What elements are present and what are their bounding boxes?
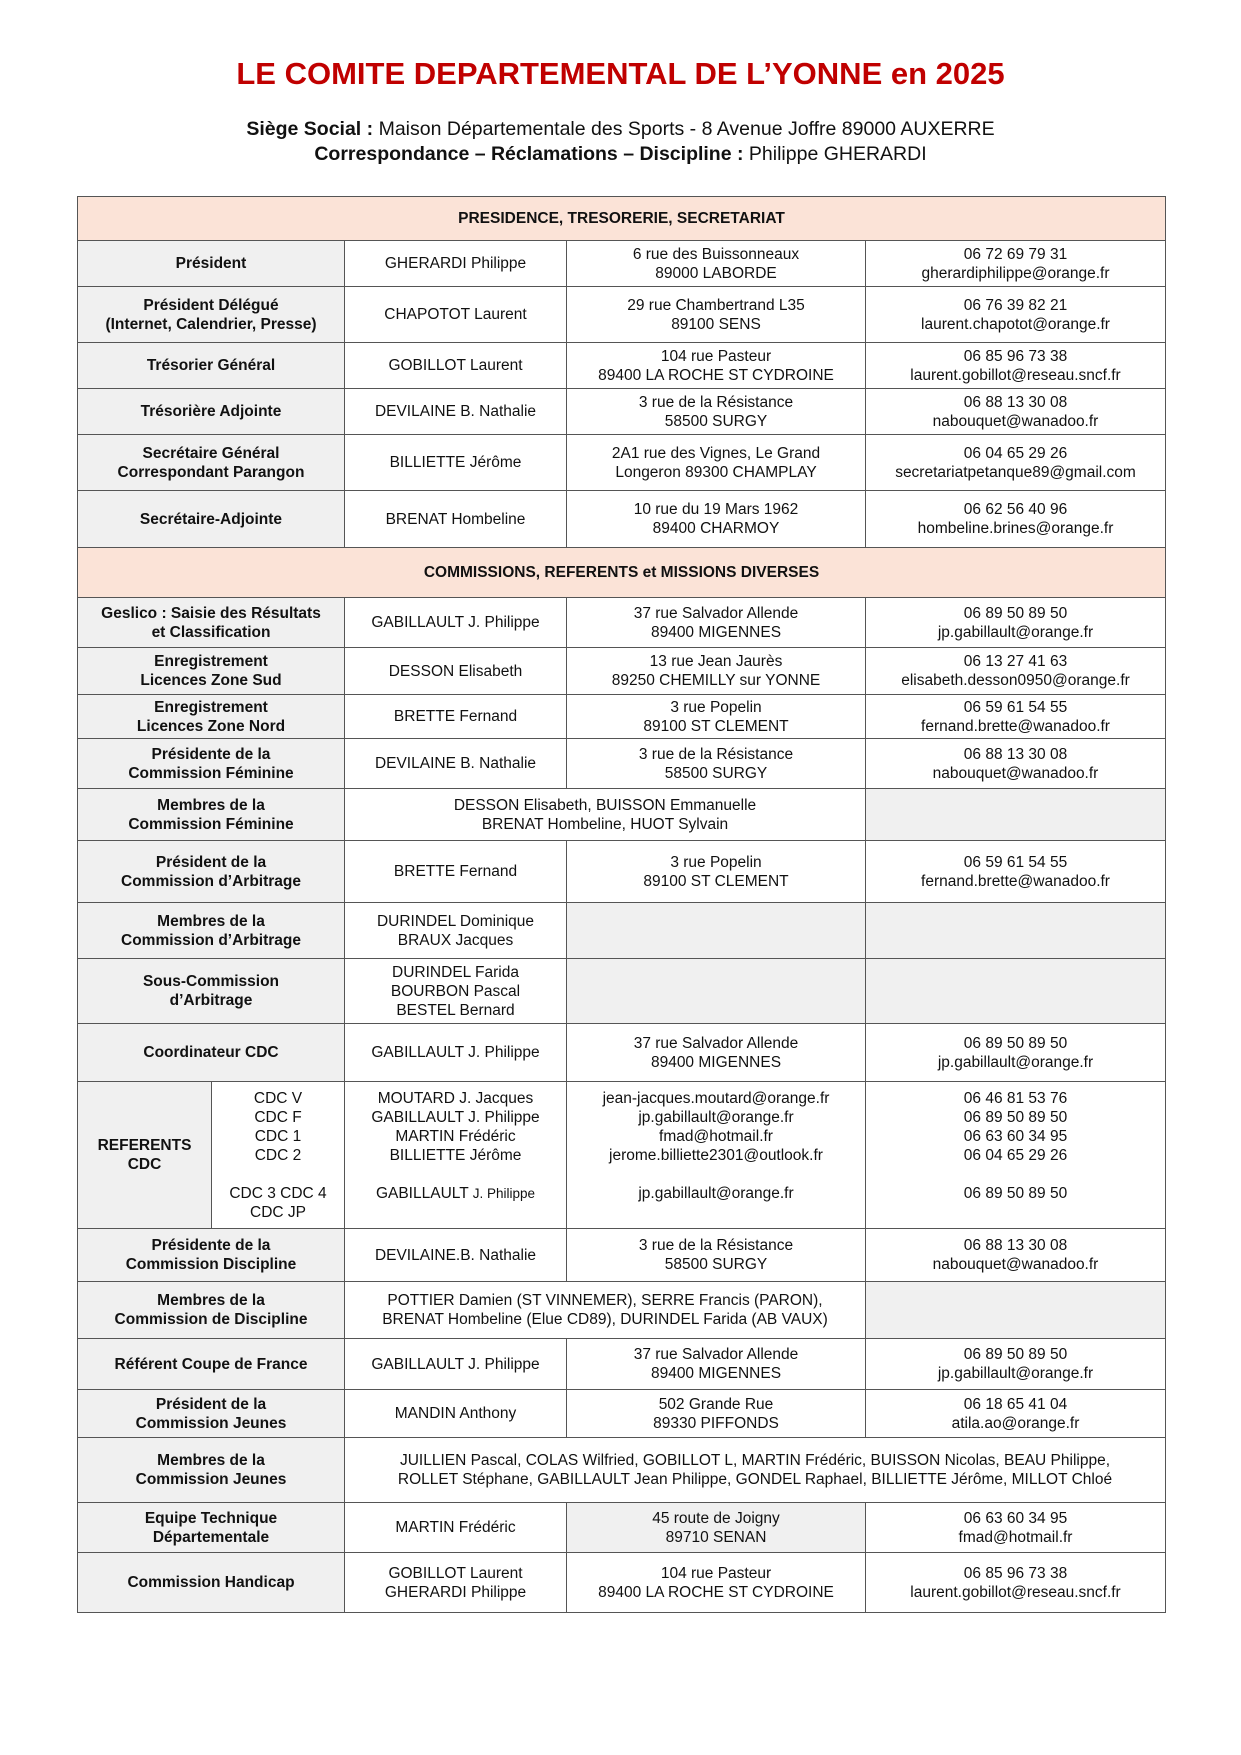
cell-text-line: ROLLET Stéphane, GABILLAULT Jean Philippe, GONDEL Raphael, BILLIETTE Jérôme, MILLOT Chloé	[397, 1471, 1113, 1488]
cell-text-line: MANDIN Anthony	[394, 1405, 517, 1422]
name-cell	[345, 598, 567, 648]
cell-text-line: Membres de la	[157, 796, 265, 814]
cell-text-line: DEVILAINE B. Nathalie	[374, 755, 537, 772]
table-row	[78, 959, 1166, 1024]
cell-text-line: 06 04 65 29 26	[963, 444, 1068, 462]
name-cell	[345, 695, 567, 739]
cell-text-line: CDC V	[253, 1089, 303, 1107]
cell-text-line: 89400 CHARMOY	[652, 520, 780, 537]
table-row	[78, 841, 1166, 903]
address-cell	[567, 435, 866, 491]
cell-text-line: Commission d’Arbitrage	[121, 872, 301, 890]
cell-text-line: 06 13 27 41 63	[963, 653, 1068, 670]
cell-text-line: Secrétaire-Adjointe	[139, 510, 283, 528]
cell-text-line: 3 rue de la Résistance	[638, 745, 794, 763]
address-cell	[567, 1553, 866, 1613]
correspondance-label: Correspondance – Réclamations – Discipline :	[314, 143, 744, 165]
cell-text-line: GABILLAULT J. Philippe	[371, 1355, 540, 1373]
contact-cell	[866, 841, 1166, 903]
role-cell	[78, 287, 345, 343]
cell-text-line: 06 63 60 34 95	[963, 1127, 1068, 1145]
name-cell	[345, 241, 567, 287]
table-row	[78, 435, 1166, 491]
cell-text-line: GOBILLOT Laurent	[388, 1564, 523, 1582]
cell-text-line: jp.gabillault@orange.fr	[937, 623, 1094, 641]
table-row	[78, 1082, 1166, 1229]
cell-text-line: 89400 MIGENNES	[650, 1053, 782, 1071]
committee-table	[77, 196, 1166, 1613]
contact-cell	[866, 739, 1166, 789]
address-cell	[567, 598, 866, 648]
correspondance-value: Philippe GHERARDI	[748, 143, 927, 165]
contact-cell	[866, 1024, 1166, 1082]
cell-text-line: 37 rue Salvador Allende	[633, 1034, 799, 1052]
cell-text-line: 6 rue des Buissonneaux	[632, 245, 800, 263]
cell-text-line: Commission Handicap	[127, 1574, 295, 1591]
empty-cell	[567, 959, 866, 1024]
cell-text-line: 06 89 50 89 50	[963, 604, 1068, 622]
cell-text-line: BRENAT Hombeline (Elue CD89), DURINDEL Farida (AB VAUX)	[382, 1311, 828, 1328]
cell-text-line: Membres de la	[157, 1292, 265, 1309]
cell-text-line: Présidente de la	[151, 1237, 271, 1254]
cell-text-line: DURINDEL Dominique	[376, 912, 535, 930]
name-cell	[345, 903, 567, 959]
table-row	[78, 1553, 1166, 1613]
cell-text-line: 29 rue Chambertrand L35	[627, 296, 805, 314]
cell-text-line: 58500 SURGY	[664, 1256, 768, 1273]
cell-text-line: Commission de Discipline	[114, 1311, 308, 1328]
members-cell	[345, 1438, 1166, 1503]
address-cell	[567, 1503, 866, 1553]
siege-social-line	[0, 118, 1241, 141]
contact-cell	[866, 435, 1166, 491]
cell-text-line: Equipe Technique	[144, 1509, 278, 1527]
cell-text-line: Présidente de la	[151, 745, 271, 763]
cell-text-line: et Classification	[151, 623, 271, 641]
role-cell	[78, 1503, 345, 1553]
correspondance-line	[0, 143, 1241, 166]
section-header-presidence: PRESIDENCE, TRESORERIE, SECRETARIAT	[78, 197, 1166, 241]
cell-text-line: DEVILAINE.B. Nathalie	[374, 1246, 537, 1264]
table-row	[78, 1503, 1166, 1553]
cell-text-line: 06 04 65 29 26	[963, 1146, 1068, 1164]
cell-text-line: GABILLAULT J. Philippe	[371, 1108, 540, 1126]
name-cell	[345, 841, 567, 903]
empty-cell	[866, 903, 1166, 959]
table-row	[78, 1390, 1166, 1438]
role-cell	[78, 903, 345, 959]
cell-text-line: GOBILLOT Laurent	[388, 357, 523, 374]
contact-cell	[866, 598, 1166, 648]
cell-text-line: 06 63 60 34 95	[963, 1509, 1068, 1527]
name-cell	[345, 959, 567, 1024]
cell-text-line: 06 89 50 89 50	[963, 1346, 1068, 1363]
cell-text-line: GHERARDI Philippe	[384, 255, 527, 272]
address-cell	[567, 648, 866, 695]
contact-cell	[866, 287, 1166, 343]
cell-text-line: 89710 SENAN	[665, 1528, 767, 1546]
cell-text-line: BRETTE Fernand	[393, 863, 518, 880]
cell-text-line: 89100 SENS	[671, 315, 761, 333]
cell-text-line: Commission Discipline	[125, 1256, 297, 1273]
contact-cell	[866, 389, 1166, 435]
cell-text-line: Commission Jeunes	[135, 1471, 287, 1488]
empty-cell	[866, 959, 1166, 1024]
empty-cell	[567, 903, 866, 959]
address-cell	[567, 343, 866, 389]
cell-text-line: (Internet, Calendrier, Presse)	[105, 315, 317, 333]
table-row	[78, 241, 1166, 287]
contact-cell	[866, 241, 1166, 287]
cell-text-line: Correspondant Parangon	[117, 463, 305, 481]
cell-text-line: Président de la	[155, 853, 267, 871]
address-cell	[567, 1339, 866, 1390]
contact-cell	[866, 1553, 1166, 1613]
cell-text-line: BRENAT Hombeline	[385, 510, 526, 528]
cell-text-line: Sous-Commission	[142, 973, 280, 990]
cell-text-line: CDC 1	[254, 1127, 302, 1145]
contact-cell	[866, 695, 1166, 739]
cell-text-line: jp.gabillault@orange.fr	[638, 1108, 794, 1126]
role-cell	[78, 1553, 345, 1613]
members-cell	[345, 1282, 866, 1339]
cell-text-line: Président Délégué	[143, 296, 279, 314]
cell-text-line: GABILLAULT J. Philippe	[371, 614, 540, 631]
table-row	[78, 1282, 1166, 1339]
table-row	[78, 1024, 1166, 1082]
role-cell	[78, 1390, 345, 1438]
cell-text-line: 3 rue Popelin	[670, 853, 762, 871]
cell-text-line: fernand.brette@wanadoo.fr	[921, 872, 1110, 890]
cell-text-line: Licences Zone Nord	[136, 717, 286, 735]
empty-cell	[866, 789, 1166, 841]
cell-text-line: BOURBON Pascal	[390, 982, 521, 1000]
name-cell	[345, 1390, 567, 1438]
cell-text-line: Trésorière Adjointe	[140, 403, 282, 420]
cell-text-line: 06 88 13 30 08	[963, 1237, 1068, 1254]
cell-text-line: 3 rue Popelin	[670, 698, 762, 716]
cell-text-line: laurent.gobillot@reseau.sncf.fr	[910, 366, 1121, 384]
siege-label: Siège Social :	[246, 118, 374, 140]
cell-text-line: 2A1 rue des Vignes, Le Grand	[611, 444, 821, 462]
cell-text-line: BRENAT Hombeline, HUOT Sylvain	[481, 815, 729, 833]
cell-text-line: 06 85 96 73 38	[963, 347, 1068, 365]
cell-text-line: BRETTE Fernand	[393, 708, 518, 725]
role-cell	[78, 1438, 345, 1503]
cell-text-line: 06 59 61 54 55	[963, 853, 1068, 871]
cell-text-line: 06 72 69 79 31	[963, 245, 1068, 263]
table-row	[78, 1438, 1166, 1503]
name-cell	[345, 1229, 567, 1282]
cell-text-line: 58500 SURGY	[664, 764, 768, 782]
cell-text-line: 89100 ST CLEMENT	[643, 717, 789, 735]
cell-text-line: Commission Féminine	[128, 764, 294, 782]
cell-text-line: 89400 MIGENNES	[650, 623, 782, 641]
document-title: LE COMITE DEPARTEMENTAL DE L’YONNE en 2025	[236, 56, 1005, 91]
cell-text-line: 06 62 56 40 96	[963, 501, 1068, 518]
cell-text-line: MARTIN Frédéric	[395, 1127, 516, 1145]
cell-text-line: jerome.billiette2301@outlook.fr	[609, 1146, 823, 1164]
cell-text-line: jean-jacques.moutard@orange.fr	[602, 1089, 830, 1107]
cell-text-line: Geslico : Saisie des Résultats	[101, 604, 321, 622]
contact-cell	[866, 1503, 1166, 1553]
address-cell	[567, 491, 866, 548]
cell-text-line: Membres de la	[157, 912, 265, 930]
table-row	[78, 695, 1166, 739]
cell-text-line: CHAPOTOT Laurent	[384, 306, 527, 323]
names-cell	[345, 1082, 567, 1229]
cell-text-line: 06 76 39 82 21	[963, 296, 1068, 314]
cell-text-line: Enregistrement	[154, 653, 268, 670]
role-cell	[78, 695, 345, 739]
cell-text-line: 3 rue de la Résistance	[638, 1237, 794, 1254]
cell-text-line: 06 59 61 54 55	[963, 698, 1068, 716]
name-cell	[345, 343, 567, 389]
cell-text-line: fmad@hotmail.fr	[958, 1528, 1073, 1546]
role-cell	[78, 343, 345, 389]
cell-text-line: laurent.chapotot@orange.fr	[921, 315, 1110, 333]
cell-text-line: 06 89 50 89 50	[963, 1184, 1068, 1202]
section-header-commissions: COMMISSIONS, REFERENTS et MISSIONS DIVERSES	[78, 548, 1166, 598]
cell-text-line: CDC F	[254, 1108, 302, 1126]
contact-cell	[866, 648, 1166, 695]
cell-text-line: Membres de la	[157, 1452, 265, 1469]
cell-text-line: Référent Coupe de France	[114, 1355, 308, 1373]
cell-text-line: Longeron 89300 CHAMPLAY	[615, 463, 817, 481]
name-cell	[345, 435, 567, 491]
cell-text-line: atila.ao@orange.fr	[951, 1414, 1080, 1432]
cell-text-line: secretariatpetanque89@gmail.com	[895, 463, 1136, 481]
role-cell	[78, 739, 345, 789]
cell-text-line: 10 rue du 19 Mars 1962	[633, 501, 799, 518]
cell-text-line: DESSON Elisabeth, BUISSON Emmanuelle	[453, 796, 757, 814]
cell-text-line: jp.gabillault@orange.fr	[937, 1365, 1094, 1382]
cell-text-line: jp.gabillault@orange.fr	[638, 1184, 794, 1202]
address-cell	[567, 695, 866, 739]
name-cell	[345, 389, 567, 435]
contact-cell	[866, 1229, 1166, 1282]
cell-text-line: elisabeth.desson0950@orange.fr	[901, 672, 1130, 689]
cell-text-line: GHERARDI Philippe	[384, 1583, 527, 1601]
cell-text-line: DEVILAINE B. Nathalie	[374, 403, 537, 420]
cell-text-line: DURINDEL Farida	[392, 963, 519, 981]
cell-text-line: fmad@hotmail.fr	[659, 1127, 773, 1145]
cell-text-line: CDC 3 CDC 4	[229, 1184, 327, 1202]
cell-text-line: Commission Féminine	[128, 815, 294, 833]
cell-text-line: MOUTARD J. Jacques	[377, 1089, 534, 1107]
cell-text-line: 37 rue Salvador Allende	[633, 1346, 799, 1363]
cell-text-line: nabouquet@wanadoo.fr	[932, 764, 1099, 782]
cell-text-line: 06 46 81 53 76	[963, 1089, 1068, 1107]
role-cell	[78, 598, 345, 648]
address-cell	[567, 241, 866, 287]
cell-text-line: 06 89 50 89 50	[963, 1034, 1068, 1052]
cell-text-line: fernand.brette@wanadoo.fr	[921, 717, 1110, 735]
phones-cell	[866, 1082, 1166, 1229]
table-row	[78, 903, 1166, 959]
name-cell	[345, 287, 567, 343]
cell-text-line: Coordinateur CDC	[143, 1044, 279, 1061]
name-cell	[345, 739, 567, 789]
cell-text-line: Commission d’Arbitrage	[121, 931, 301, 949]
table-row	[78, 598, 1166, 648]
cell-text-line: Secrétaire Général	[142, 444, 280, 462]
table-row	[78, 343, 1166, 389]
cell-text-line: nabouquet@wanadoo.fr	[932, 1256, 1099, 1273]
contact-cell	[866, 343, 1166, 389]
cell-text-line: 502 Grande Rue	[658, 1395, 774, 1413]
table-row	[78, 287, 1166, 343]
cell-text-line: 3 rue de la Résistance	[638, 393, 794, 411]
address-cell	[567, 1229, 866, 1282]
name-cell	[345, 491, 567, 548]
cell-text-line: Licences Zone Sud	[140, 672, 282, 689]
cell-text-line: hombeline.brines@orange.fr	[917, 520, 1114, 537]
address-cell	[567, 1024, 866, 1082]
role-cell	[78, 1024, 345, 1082]
contact-cell	[866, 491, 1166, 548]
name-cell	[345, 1503, 567, 1553]
table-row	[78, 648, 1166, 695]
table-row	[78, 789, 1166, 841]
address-cell	[567, 841, 866, 903]
role-cell	[78, 1339, 345, 1390]
cell-text-line: CDC	[127, 1156, 162, 1173]
cell-text-line: 06 89 50 89 50	[963, 1108, 1068, 1126]
cell-text-line: Départementale	[152, 1528, 270, 1546]
cell-text-line: laurent.gobillot@reseau.sncf.fr	[910, 1583, 1121, 1601]
emails-cell	[567, 1082, 866, 1229]
cell-text-line: POTTIER Damien (ST VINNEMER), SERRE Francis (PARON),	[387, 1292, 823, 1309]
cell-text-line: 89400 LA ROCHE ST CYDROINE	[598, 1583, 834, 1601]
cell-text-line: nabouquet@wanadoo.fr	[932, 412, 1099, 430]
cell-text-line: Commission Jeunes	[135, 1414, 287, 1432]
cell-text-line: 89250 CHEMILLY sur YONNE	[611, 672, 821, 689]
cell-text-line: 89400 LA ROCHE ST CYDROINE	[598, 366, 834, 384]
table-row	[78, 739, 1166, 789]
cell-text-line: 06 85 96 73 38	[963, 1564, 1068, 1582]
cell-text-line: 37 rue Salvador Allende	[633, 604, 799, 622]
role-cell	[78, 959, 345, 1024]
cell-text-line: gherardiphilippe@orange.fr	[921, 264, 1110, 282]
role-cell	[78, 841, 345, 903]
role-cell	[78, 1229, 345, 1282]
role-cell	[78, 241, 345, 287]
cell-text-line: 45 route de Joigny	[652, 1509, 780, 1527]
address-cell	[567, 389, 866, 435]
cell-text-line: CDC JP	[250, 1203, 306, 1221]
table-row	[78, 389, 1166, 435]
cell-text-line: CDC 2	[254, 1146, 302, 1164]
cell-text-line: JUILLIEN Pascal, COLAS Wilfried, GOBILLOT L, MARTIN Frédéric, BUISSON Nicolas, BEAU Philippe,	[399, 1452, 1111, 1469]
cell-text-line: MARTIN Frédéric	[395, 1519, 516, 1536]
name-cell	[345, 1024, 567, 1082]
cell-text-line: BRAUX Jacques	[397, 931, 514, 949]
cell-text-line: GABILLAULT J. Philippe	[375, 1184, 536, 1202]
cell-text-line: Enregistrement	[154, 698, 268, 716]
name-cell	[345, 648, 567, 695]
cell-text-line: Président de la	[155, 1395, 267, 1413]
address-cell	[567, 1390, 866, 1438]
role-cell	[78, 1082, 212, 1229]
role-cell	[78, 491, 345, 548]
cell-text-line: 89400 MIGENNES	[650, 1365, 782, 1382]
cell-text-line: 104 rue Pasteur	[660, 1564, 772, 1582]
table-row	[78, 491, 1166, 548]
table-row	[78, 1339, 1166, 1390]
cell-text-line: 104 rue Pasteur	[660, 347, 772, 365]
cell-text-line: BESTEL Bernard	[396, 1001, 515, 1019]
cell-text-line: BILLIETTE Jérôme	[389, 454, 522, 471]
name-cell	[345, 1339, 567, 1390]
role-cell	[78, 1282, 345, 1339]
name-cell	[345, 1553, 567, 1613]
role-cell	[78, 389, 345, 435]
cell-text-line: Président	[175, 255, 247, 272]
cell-text-line: 89000 LABORDE	[655, 264, 777, 282]
cell-text-line: 13 rue Jean Jaurès	[649, 653, 783, 670]
members-cell	[345, 789, 866, 841]
role-cell	[78, 789, 345, 841]
cell-text-line: Trésorier Général	[146, 357, 276, 374]
cell-text-line: BILLIETTE Jérôme	[389, 1146, 522, 1164]
table-row	[78, 1229, 1166, 1282]
cdc-list-cell	[212, 1082, 345, 1229]
cell-text-line: 06 88 13 30 08	[963, 745, 1068, 763]
cell-text-line: d’Arbitrage	[169, 992, 253, 1009]
cell-text-line: jp.gabillault@orange.fr	[937, 1053, 1094, 1071]
role-cell	[78, 435, 345, 491]
role-cell	[78, 648, 345, 695]
siege-value: Maison Départementale des Sports - 8 Avenue Joffre 89000 AUXERRE	[378, 118, 995, 140]
cell-text-line: REFERENTS	[97, 1137, 192, 1154]
cell-text-line: 06 88 13 30 08	[963, 393, 1068, 411]
empty-cell	[866, 1282, 1166, 1339]
cell-text-line: 58500 SURGY	[664, 412, 768, 430]
cell-text-line: 89100 ST CLEMENT	[643, 872, 789, 890]
address-cell	[567, 287, 866, 343]
address-cell	[567, 739, 866, 789]
cell-text-line: 06 18 65 41 04	[963, 1395, 1068, 1413]
cell-text-line: 89330 PIFFONDS	[653, 1414, 779, 1432]
section-header-row	[78, 548, 1166, 598]
section-header-row	[78, 197, 1166, 241]
cell-text-line: DESSON Elisabeth	[388, 662, 523, 680]
contact-cell	[866, 1339, 1166, 1390]
cell-text-line: GABILLAULT J. Philippe	[371, 1044, 540, 1061]
contact-cell	[866, 1390, 1166, 1438]
